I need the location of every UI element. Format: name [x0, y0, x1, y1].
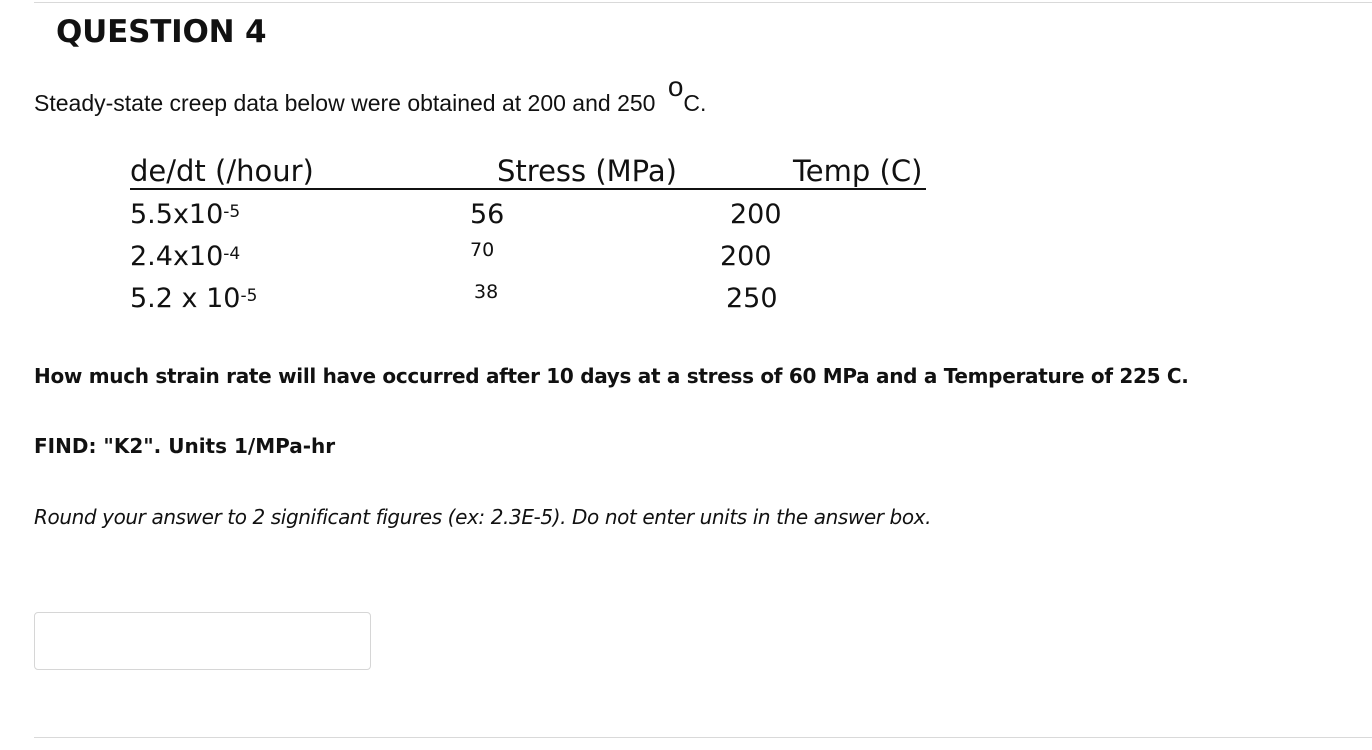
row-2-rate-base: 2.4x10 — [130, 241, 224, 272]
row-1-rate-base: 5.5x10 — [130, 199, 224, 230]
row-1-rate — [130, 200, 240, 230]
degree-symbol: o — [667, 70, 684, 102]
intro-unit: C. — [683, 90, 707, 116]
row-1-rate-exponent: -5 — [223, 202, 241, 223]
answer-input[interactable] — [34, 612, 371, 670]
header-stress: Stress (MPa) — [497, 154, 677, 188]
row-2-stress: 70 — [470, 239, 495, 261]
top-divider — [34, 2, 1372, 3]
row-3-rate-exponent: -5 — [240, 286, 258, 307]
intro-text — [34, 70, 707, 117]
row-3-temp: 250 — [726, 283, 778, 314]
header-temp: Temp (C) — [793, 154, 923, 188]
row-3-rate — [130, 284, 257, 314]
row-1-stress: 56 — [470, 199, 505, 230]
question-prompt: How much strain rate will have occurred after 10 days at a stress of 60 MPa and a Temperature of 225 C. — [34, 364, 1189, 388]
rounding-instruction: Round your answer to 2 significant figures (ex: 2.3E-5). Do not enter units in the answer box. — [34, 505, 932, 529]
find-prompt: FIND: "K2". Units 1/MPa-hr — [34, 434, 336, 458]
row-3-rate-base: 5.2 x 10 — [130, 283, 241, 314]
bottom-divider — [34, 737, 1372, 738]
header-rate: de/dt (/hour) — [130, 154, 314, 188]
row-2-rate-exponent: -4 — [223, 244, 241, 265]
intro-sentence: Steady-state creep data below were obtained at 200 and 250 — [34, 90, 662, 116]
question-title: QUESTION 4 — [56, 14, 267, 50]
header-underline — [130, 188, 926, 190]
row-1-temp: 200 — [730, 199, 782, 230]
row-2-rate — [130, 242, 240, 272]
row-3-stress: 38 — [474, 281, 499, 303]
row-2-temp: 200 — [720, 241, 772, 272]
creep-data-table — [130, 150, 950, 330]
